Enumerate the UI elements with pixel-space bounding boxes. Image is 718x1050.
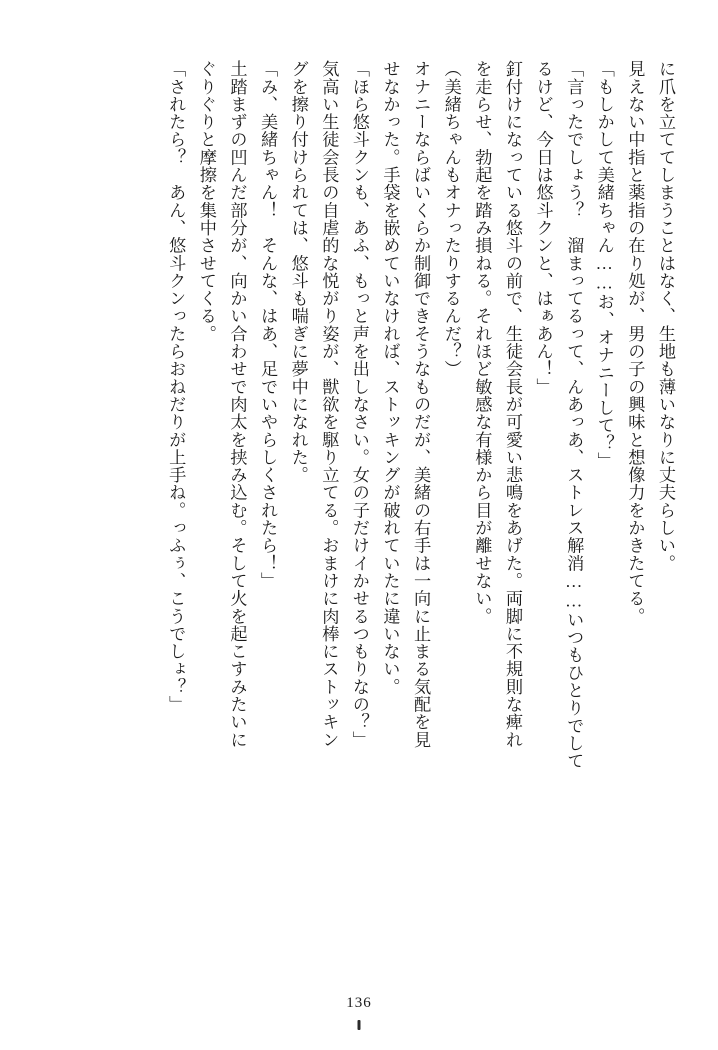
paragraph: るけど、今日は悠斗クンと、はぁあん！」 <box>533 60 553 396</box>
paragraph: 「ほら悠斗クンも、あふ、もっと声を出しなさい。女の子だけイかせるつもりなの？」 <box>349 60 369 749</box>
paragraph: を走らせ、勃起を踏み損ねる。それほど敏感な有様から目が離せない。 <box>472 60 492 625</box>
spine-mark <box>358 1020 361 1030</box>
paragraph: 「されたら？ あん、悠斗クンったらおねだりが上手ね。っふぅ、こうでしょ？」 <box>166 60 186 714</box>
paragraph: グを擦り付けられては、悠斗も喘ぎに夢中になれた。 <box>288 60 308 484</box>
paragraph: に爪を立ててしまうことはなく、生地も薄いなりに丈夫らしい。 <box>656 60 675 572</box>
paragraph: 釘付けになっている悠斗の前で、生徒会長が可愛い悲鳴をあげた。両脚に不規則な痺れ <box>502 60 522 749</box>
paragraph: 見えない中指と薬指の在り処が、男の子の興味と想像力をかきたてる。 <box>625 60 645 625</box>
paragraph: 土踏まずの凹んだ部分が、向かい合わせで肉太を挟み込む。そして火を起こすみたいに <box>227 60 247 749</box>
paragraph: 「み、美緒ちゃん！ そんな、はあ、足でいやらしくされたら！」 <box>258 60 278 590</box>
body-text-vertical <box>52 60 680 960</box>
paragraph: 「もしかして美緒ちゃん……お、オナニーして？」 <box>594 60 614 470</box>
paragraph: オナニーならばいくらか制御できそうなものだが、美緒の右手は一向に止まる気配を見 <box>411 60 431 749</box>
paragraph: ぐりぐりと摩擦を集中させてくる。 <box>196 60 216 343</box>
page-number: 136 <box>346 995 372 1011</box>
paragraph: 「言ったでしょう？ 溜まってるって、んあっあ、ストレス解消……いつもひとりでして <box>564 60 584 770</box>
paragraph: 気高い生徒会長の自虐的な悦がり姿が、獣欲を駆り立てる。おまけに肉棒にストッキン <box>319 60 339 749</box>
paragraph: （美緒ちゃんもオナったりするんだ？） <box>441 60 461 378</box>
paragraph: せなかった。手袋を嵌めていなければ、ストッキングが破れていたに違いない。 <box>380 60 400 696</box>
